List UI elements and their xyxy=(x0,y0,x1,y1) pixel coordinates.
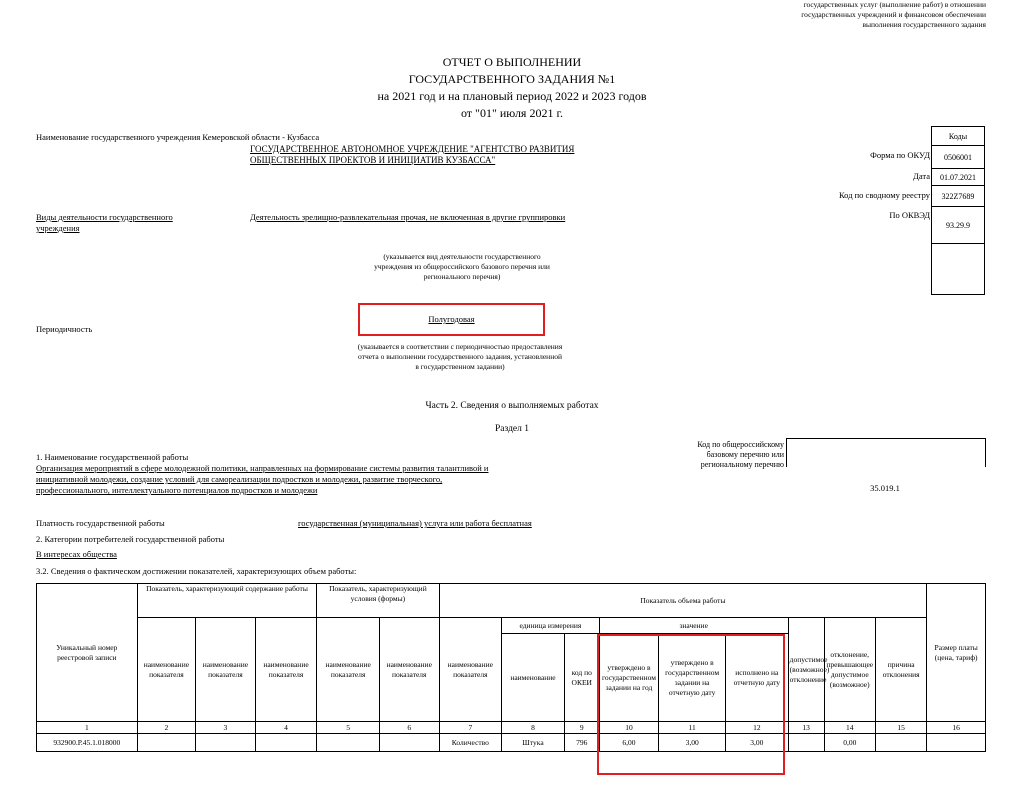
col-number: 14 xyxy=(824,722,875,734)
col-number: 13 xyxy=(788,722,824,734)
col-number: 11 xyxy=(659,722,726,734)
h-indicator-6: наименование показателя xyxy=(439,618,502,722)
cell-indicator: Количество xyxy=(439,734,502,752)
header-volume: Показатель объема работы xyxy=(439,584,927,618)
consumers-label: 2. Категории потребителей государственной работы xyxy=(36,534,225,544)
cell-approved-year: 6,00 xyxy=(599,734,659,752)
h-approved-year: утверждено в государственном задании на год xyxy=(599,634,659,722)
activity-note: (указывается вид деятельности государственного учреждения из общероссийского базового перечня или регионального перечня) xyxy=(374,252,550,281)
report-title: ОТЧЕТ О ВЫПОЛНЕНИИ ГОСУДАРСТВЕННОГО ЗАДАНИЯ №1 на 2021 год и на плановый период 2022 и 2023 годов от "01" июля 2021 г. xyxy=(377,55,647,120)
work-label: 1. Наименование государственной работы xyxy=(36,452,189,462)
col-number: 7 xyxy=(439,722,502,734)
section-title: Раздел 1 xyxy=(495,424,529,434)
h-reason: причина отклонения xyxy=(875,618,926,722)
h-value: значение xyxy=(599,618,788,634)
h-indicator-5: наименование показателя xyxy=(379,618,439,722)
col-number: 10 xyxy=(599,722,659,734)
consumers-value: В интересах общества xyxy=(36,549,117,559)
codes-empty xyxy=(932,244,985,295)
h-okei: код по ОКЕИ xyxy=(564,634,599,722)
cell-registry: 932900.Р.45.1.018000 xyxy=(37,734,138,752)
h-unit: единица измерения xyxy=(502,618,600,634)
cell-empty xyxy=(137,734,196,752)
header-conditions: Показатель, характеризующий условия (формы) xyxy=(317,584,439,618)
work-code-box xyxy=(786,438,986,467)
periodicity-label: Периодичность xyxy=(36,324,93,334)
volume-table xyxy=(36,583,986,752)
h-indicator-2: наименование показателя xyxy=(196,618,256,722)
col-number: 1 xyxy=(37,722,138,734)
table-row xyxy=(37,734,986,752)
cell-empty xyxy=(255,734,317,752)
header-content: Показатель, характеризующий содержание работы xyxy=(137,584,317,618)
h-allowed: допустимое (возможное) отклонение xyxy=(788,618,824,722)
h-exceeding: отклонение, превышающее допустимое (возможное) xyxy=(824,618,875,722)
cell-empty xyxy=(788,734,824,752)
h-unit-name: наименование xyxy=(502,634,565,722)
okud-label: Форма по ОКУД xyxy=(870,150,930,160)
cell-empty xyxy=(875,734,926,752)
col-number: 16 xyxy=(927,722,986,734)
col-number: 4 xyxy=(255,722,317,734)
okud-code: 0506001 xyxy=(932,146,985,169)
h-indicator-3: наименование показателя xyxy=(255,618,317,722)
institution-region: Кемеровской области - Кузбасса xyxy=(202,132,320,142)
date-code: 01.07.2021 xyxy=(932,169,985,186)
header-unique: Уникальный номер реестровой записи xyxy=(37,584,138,722)
payment-label: Платность государственной работы xyxy=(36,518,165,528)
codes-header: Коды xyxy=(932,127,985,146)
cell-okei: 796 xyxy=(564,734,599,752)
cell-unit: Штука xyxy=(502,734,565,752)
col-number: 9 xyxy=(564,722,599,734)
col-number: 6 xyxy=(379,722,439,734)
col-number: 3 xyxy=(196,722,256,734)
h-done: исполнено на отчетную дату xyxy=(726,634,789,722)
work-code-label: Код по общероссийскому базовому перечню или региональному перечню xyxy=(697,440,784,469)
institution-label: Наименование государственного учреждения xyxy=(36,132,201,142)
institution-name: ГОСУДАРСТВЕННОЕ АВТОНОМНОЕ УЧРЕЖДЕНИЕ "АГЕНТСТВО РАЗВИТИЯ ОБЩЕСТВЕННЫХ ПРОЕКТОВ И ИНИЦИАТИВ КУЗБАССА" xyxy=(250,144,575,165)
cell-empty xyxy=(379,734,439,752)
cell-done: 3,00 xyxy=(726,734,789,752)
cell-exceeding: 0,00 xyxy=(824,734,875,752)
h-indicator-1: наименование показателя xyxy=(137,618,196,722)
part-title: Часть 2. Сведения о выполняемых работах xyxy=(425,401,599,411)
section-3-2: 3.2. Сведения о фактическом достижении показателей, характеризующих объем работы: xyxy=(36,566,357,576)
col-number: 5 xyxy=(317,722,380,734)
registry-code: 322Z7689 xyxy=(932,186,985,207)
work-code: 35.019.1 xyxy=(870,483,900,493)
work-name: Организация мероприятий в сфере молодежной политики, направленных на формирование системы развития талантливой и инициативной молодежи, создание условий для самореализации подростков и молодежи, развитие творческого, профессионального, интеллектуального потенциалов подростков и молодежи xyxy=(36,463,489,495)
values-highlight xyxy=(597,634,785,775)
col-number: 2 xyxy=(137,722,196,734)
periodicity-note: (указывается в соответствии с периодичностью предоставления отчета о выполнении государственного задания, установленной в государственном задании) xyxy=(357,342,563,371)
h-indicator-4: наименование показателя xyxy=(317,618,380,722)
activity-value: Деятельность зрелищно-развлекательная прочая, не включенная в другие группировки xyxy=(250,212,566,222)
institution-row xyxy=(36,132,319,142)
registry-label: Код по сводному реестру xyxy=(838,190,930,200)
cell-empty xyxy=(317,734,380,752)
codes-table xyxy=(931,126,985,295)
cell-empty xyxy=(927,734,986,752)
col-number: 15 xyxy=(875,722,926,734)
col-number: 12 xyxy=(726,722,789,734)
cell-empty xyxy=(196,734,256,752)
cell-approved-date: 3,00 xyxy=(659,734,726,752)
activity-label: Виды деятельности государственного учреждения xyxy=(36,212,173,233)
header-fee: Размер платы (цена, тариф) xyxy=(927,584,986,722)
periodicity-value: Полугодовая xyxy=(428,314,475,324)
okved-label: По ОКВЭД xyxy=(889,210,930,220)
okved-code: 93.29.9 xyxy=(932,207,985,244)
payment-value: государственная (муниципальная) услуга или работа бесплатная xyxy=(298,518,532,528)
top-note: государственных услуг (выполнение работ) в отношении государственных учреждений и финансовом обеспечении выполнения государственного задания xyxy=(801,0,986,29)
col-number: 8 xyxy=(502,722,565,734)
date-label: Дата xyxy=(913,171,930,181)
col-number-row xyxy=(37,722,986,734)
h-approved-date: утверждено в государственном задании на отчетную дату xyxy=(659,634,726,722)
